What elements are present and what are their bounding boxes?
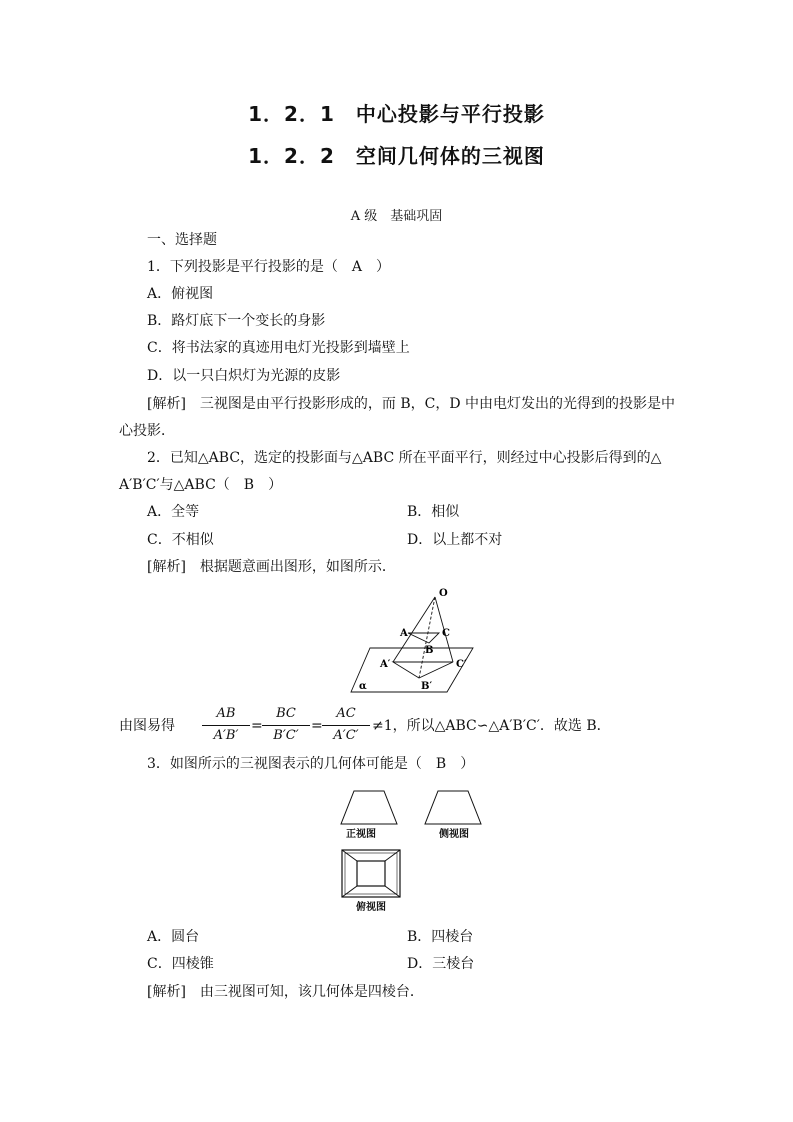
front-view-label: 正视图 — [346, 829, 376, 840]
fraction-bar — [322, 725, 370, 726]
fraction-ac-denominator: A′C′ — [333, 728, 359, 743]
q2-stem-line2: A′B′C′与△ABC（ B ） — [119, 477, 283, 493]
fraction-ab-denominator: A′B′ — [213, 728, 239, 743]
level-heading: A 级 基础巩固 — [350, 209, 443, 224]
top-view-frustum — [341, 849, 401, 899]
q2-conclusion-prefix: 由图易得 — [119, 718, 175, 734]
top-view-label: 俯视图 — [356, 902, 386, 913]
q3-analysis: [解析] 由三视图可知，该几何体是四棱台． — [147, 984, 424, 1000]
q1-option-c: C．将书法家的真迹用电灯光投影到墙壁上 — [147, 340, 410, 356]
label-b1: B′ — [421, 681, 433, 692]
q2-conclusion-suffix: ≠1，所以△ABC∽△A′B′C′．故选 B． — [372, 718, 611, 734]
q1-stem: 1．下列投影是平行投影的是（ A ） — [147, 259, 391, 275]
label-c: C — [442, 628, 450, 639]
fraction-bc-numerator: BC — [276, 706, 296, 721]
q1-option-d: D．以一只白炽灯为光源的皮影 — [147, 368, 341, 384]
equals-sign-1: = — [251, 718, 263, 734]
q2-option-d: D．以上都不对 — [407, 532, 503, 548]
triangle-abc — [408, 633, 439, 643]
central-projection-figure — [345, 585, 480, 695]
q2-stem-line1: 2．已知△ABC，选定的投影面与△ABC 所在平面平行，则经过中心投影后得到的△ — [147, 450, 662, 466]
fraction-bc-denominator: B′C′ — [273, 728, 299, 743]
q2-option-c: C．不相似 — [147, 532, 214, 548]
equals-sign-2: = — [311, 718, 323, 734]
q1-analysis-line1: [解析] 三视图是由平行投影形成的，而 B，C，D 中由电灯发出的光得到的投影是中 — [147, 396, 676, 412]
q1-option-b: B．路灯底下一个变长的身影 — [147, 313, 326, 329]
label-o: O — [439, 588, 448, 599]
label-c1: C′ — [456, 659, 467, 670]
q2-option-a: A．全等 — [147, 504, 200, 520]
side-view-label: 侧视图 — [439, 829, 469, 840]
fraction-ac-numerator: AC — [336, 706, 356, 721]
q3-option-b: B．四棱台 — [407, 929, 474, 945]
label-b: B — [425, 645, 434, 656]
q2-analysis: [解析] 根据题意画出图形，如图所示． — [147, 559, 396, 575]
triangle-a1b1c1 — [393, 662, 453, 678]
plane-alpha — [351, 648, 473, 692]
title-2: 1．2．2 空间几何体的三视图 — [248, 144, 545, 168]
label-a: A — [400, 628, 408, 639]
q3-option-d: D．三棱台 — [407, 956, 475, 972]
front-view-trapezoid — [340, 790, 398, 826]
q3-option-a: A．圆台 — [147, 929, 200, 945]
section-heading: 一、选择题 — [147, 232, 217, 248]
fraction-bar — [262, 725, 310, 726]
side-view-trapezoid — [424, 790, 482, 826]
label-a1: A′ — [380, 659, 391, 670]
fraction-ab-numerator: AB — [216, 706, 236, 721]
title-1: 1．2．1 中心投影与平行投影 — [248, 102, 545, 126]
q1-analysis-line2: 心投影． — [119, 423, 175, 439]
label-alpha: α — [359, 681, 367, 692]
q3-stem: 3．如图所示的三视图表示的几何体可能是（ B ） — [147, 756, 475, 772]
q1-option-a: A．俯视图 — [147, 286, 214, 302]
fraction-bar — [202, 725, 250, 726]
q3-option-c: C．四棱锥 — [147, 956, 214, 972]
q2-option-b: B．相似 — [407, 504, 460, 520]
